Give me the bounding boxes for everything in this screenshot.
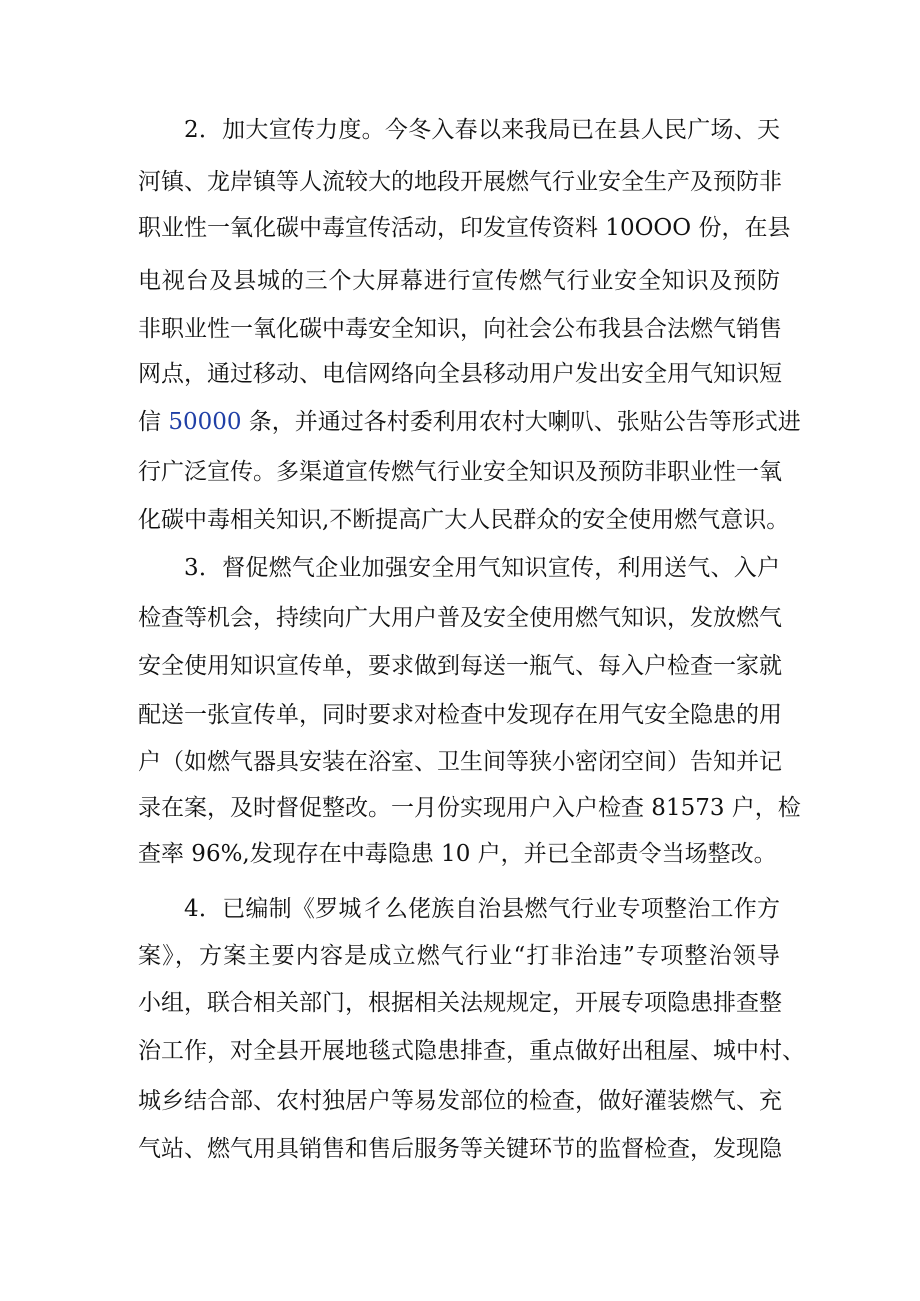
paragraph-3-line-6: 录在案，及时督促整改。一月份实现用户入户检查 81573 户，检 bbox=[138, 795, 801, 821]
paragraph-2-line-2: 河镇、龙岸镇等人流较大的地段开展燃气行业安全生产及预防非 bbox=[138, 169, 782, 195]
paragraph-2-line-7-highlight bbox=[138, 400, 801, 444]
paragraph-2-line-5: 非职业性一氧化碳中毒安全知识，向社会公布我县合法燃气销售 bbox=[138, 316, 782, 342]
paragraph-4-line-2: 案》，方案主要内容是成立燃气行业“打非治违”专项整治领导 bbox=[138, 943, 780, 969]
paragraph-2-line-1: 2．加大宣传力度。今冬入春以来我局已在县人民广场、天 bbox=[184, 117, 780, 143]
paragraph-3-line-5: 户（如燃气器具安装在浴室、卫生间等狭小密闭空间）告知并记 bbox=[138, 749, 782, 775]
paragraph-4-line-1: 4．已编制《罗城彳么佬族自治县燃气行业专项整治工作方 bbox=[184, 896, 780, 922]
paragraph-4-line-3: 小组，联合相关部门，根据相关法规规定，开展专项隐患排查整 bbox=[138, 990, 782, 1016]
paragraph-3-line-4: 配送一张宣传单，同时要求对检查中发现存在用气安全隐患的用 bbox=[138, 702, 782, 728]
paragraph-2-line-9: 化碳中毒相关知识,不断提高广大人民群众的安全使用燃气意识。 bbox=[138, 507, 790, 533]
paragraph-2-line-4: 电视台及县城的三个大屏幕进行宣传燃气行业安全知识及预防 bbox=[138, 268, 780, 294]
paragraph-3-line-3: 安全使用知识宣传单，要求做到每送一瓶气、每入户检查一家就 bbox=[138, 653, 782, 679]
paragraph-4-line-6: 气站、燃气用具销售和售后服务等关键环节的监督检查，发现隐 bbox=[138, 1136, 782, 1162]
paragraph-2-line-3: 职业性一氧化碳中毒宣传活动，印发宣传资料 10OOO 份，在县 bbox=[138, 215, 791, 241]
paragraph-4-line-5: 城乡结合部、农村独居户等易发部位的检查，做好灌装燃气、充 bbox=[138, 1088, 782, 1114]
line-prefix: 信 bbox=[138, 409, 169, 435]
paragraph-4-line-4: 治工作，对全县开展地毯式隐患排查，重点做好出租屋、城中村、 bbox=[138, 1038, 805, 1064]
paragraph-3-line-1: 3．督促燃气企业加强安全用气知识宣传，利用送气、入户 bbox=[184, 555, 780, 581]
paragraph-2-line-6: 网点，通过移动、电信网络向全县移动用户发出安全用气知识短 bbox=[138, 361, 782, 387]
paragraph-3-line-2: 检查等机会，持续向广大用户普及安全使用燃气知识，发放燃气 bbox=[138, 605, 782, 631]
line-suffix: 条，并通过各村委利用农村大喇叭、张贴公告等形式进 bbox=[241, 409, 801, 435]
highlighted-number: 50000 bbox=[168, 409, 242, 435]
paragraph-3-line-7: 查率 96%,发现存在中毒隐患 10 户，并已全部责令当场整改。 bbox=[138, 841, 777, 867]
paragraph-2-line-8: 行广泛宣传。多渠道宣传燃气行业安全知识及预防非职业性一氧 bbox=[138, 459, 782, 485]
